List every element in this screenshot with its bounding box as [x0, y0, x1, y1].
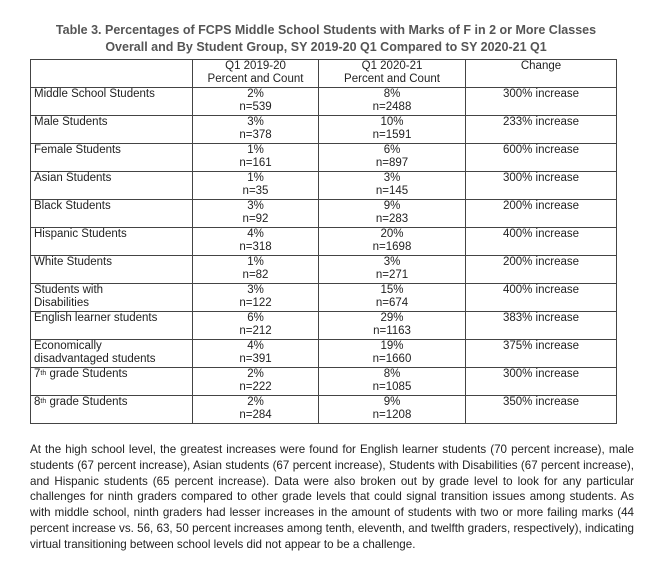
grade-suffix: th — [40, 398, 47, 405]
percent-2019-20: 4% — [247, 340, 264, 352]
count-2020-21: n=2488 — [372, 101, 412, 113]
percent-2019-20: 3% — [247, 200, 264, 212]
header-q1-2020-21 — [319, 60, 466, 88]
header-group — [31, 60, 193, 88]
row-label-line2: Disabilities — [34, 297, 89, 309]
count-2020-21: n=1698 — [372, 241, 412, 253]
count-2019-20: n=318 — [239, 241, 272, 253]
grade-number: 7 — [34, 368, 41, 380]
table-row — [31, 228, 617, 256]
cell-2019-20 — [193, 368, 319, 396]
count-2019-20: n=539 — [239, 101, 272, 113]
table-header-row — [31, 60, 617, 88]
percent-2019-20: 4% — [247, 228, 264, 240]
table-row — [31, 116, 617, 144]
table-title-line2: Overall and By Student Group, SY 2019-20 Q1 Compared to SY 2020-21 Q1 — [105, 40, 547, 54]
percent-2019-20: 2% — [247, 88, 264, 100]
percent-2020-21: 8% — [383, 88, 401, 100]
table-title-line1: Table 3. Percentages of FCPS Middle School Students with Marks of F in 2 or More Classes — [55, 23, 597, 37]
grade-suffix: th — [40, 370, 47, 377]
percent-2020-21: 15% — [380, 284, 404, 296]
cell-change: 300% increase — [466, 172, 617, 200]
percent-2019-20: 2% — [247, 368, 264, 380]
header-q1-2019-20-line2: Percent and Count — [207, 73, 304, 85]
percent-2019-20: 3% — [247, 284, 264, 296]
percent-2020-21: 19% — [380, 340, 404, 352]
row-label: Black Students — [31, 200, 193, 228]
cell-2020-21 — [319, 200, 466, 228]
cell-change: 400% increase — [466, 284, 617, 312]
percent-2020-21: 9% — [383, 200, 401, 212]
count-2019-20: n=378 — [239, 129, 272, 141]
body-paragraph: At the high school level, the greatest increases were found for English learner students (70 percent increase), male students (67 percent increase), Asian students (67 percent increase), Students with Disabilities (67 percent increase), and Hispanic students (65 percent increase). Data were also broken out by grade level to look for any particular challenges for ninth graders compared to other grade levels that could signal transition issues among students. As with middle school, ninth graders had lesser increases in the amount of students with two or more failing marks (44 percent increase vs. 56, 63, 50 percent increases among tenth, eleventh, and twelfth graders, respectively), indicating virtual transitioning between school levels did not appear to be a challenge. — [30, 443, 634, 551]
row-label: Asian Students — [31, 172, 193, 200]
count-2020-21: n=1208 — [372, 409, 412, 421]
cell-change: 233% increase — [466, 116, 617, 144]
percent-2020-21: 3% — [383, 172, 401, 184]
cell-2019-20 — [193, 144, 319, 172]
grade-label-rest: grade Students — [46, 396, 128, 408]
table-row — [31, 368, 617, 396]
row-label: White Students — [31, 256, 193, 284]
cell-change: 400% increase — [466, 228, 617, 256]
count-2019-20: n=222 — [239, 381, 272, 393]
cell-change: 300% increase — [466, 88, 617, 116]
count-2020-21: n=897 — [375, 157, 409, 169]
cell-change: 300% increase — [466, 368, 617, 396]
row-label: Male Students — [31, 116, 193, 144]
table-row — [31, 396, 617, 424]
header-q1-2019-20 — [193, 60, 319, 88]
count-2020-21: n=283 — [375, 213, 409, 225]
cell-2020-21 — [319, 368, 466, 396]
count-2020-21: n=145 — [375, 185, 409, 197]
table-row — [31, 312, 617, 340]
header-q1-2020-21-line2: Percent and Count — [344, 73, 440, 85]
cell-2019-20 — [193, 200, 319, 228]
row-label — [31, 284, 193, 312]
row-label-line1: Economically — [34, 340, 102, 352]
grade-number: 8 — [34, 396, 41, 408]
count-2019-20: n=122 — [239, 297, 272, 309]
cell-change: 383% increase — [466, 312, 617, 340]
count-2020-21: n=1085 — [372, 381, 412, 393]
table-row — [31, 200, 617, 228]
percent-2019-20: 1% — [247, 144, 264, 156]
percent-2020-21: 10% — [380, 116, 404, 128]
data-table — [30, 59, 617, 424]
row-label-line2: disadvantaged students — [34, 353, 156, 365]
cell-2019-20 — [193, 256, 319, 284]
count-2019-20: n=92 — [242, 213, 269, 225]
percent-2019-20: 1% — [247, 172, 264, 184]
table-row — [31, 340, 617, 368]
row-label: Hispanic Students — [31, 228, 193, 256]
cell-2020-21 — [319, 88, 466, 116]
row-label — [31, 340, 193, 368]
cell-2020-21 — [319, 340, 466, 368]
cell-2019-20 — [193, 116, 319, 144]
cell-2019-20 — [193, 396, 319, 424]
count-2020-21: n=1163 — [373, 325, 411, 337]
count-2019-20: n=35 — [242, 185, 269, 197]
count-2020-21: n=271 — [375, 269, 409, 281]
cell-2020-21 — [319, 284, 466, 312]
count-2019-20: n=391 — [239, 353, 272, 365]
row-label — [31, 368, 193, 396]
row-label: Female Students — [31, 144, 193, 172]
row-label — [31, 396, 193, 424]
count-2020-21: n=674 — [375, 297, 409, 309]
header-q1-2020-21-line1: Q1 2020-21 — [361, 60, 423, 72]
percent-2019-20: 1% — [247, 256, 264, 268]
cell-change: 375% increase — [466, 340, 617, 368]
percent-2020-21: 20% — [380, 228, 404, 240]
cell-change: 600% increase — [466, 144, 617, 172]
count-2019-20: n=284 — [239, 409, 272, 421]
count-2020-21: n=1591 — [372, 129, 412, 141]
header-change: Change — [466, 60, 617, 88]
cell-2020-21 — [319, 116, 466, 144]
cell-2019-20 — [193, 172, 319, 200]
cell-2020-21 — [319, 312, 466, 340]
cell-2020-21 — [319, 396, 466, 424]
row-label: English learner students — [31, 312, 193, 340]
count-2019-20: n=212 — [239, 325, 272, 337]
table-title — [30, 22, 622, 56]
grade-label-rest: grade Students — [46, 368, 128, 380]
cell-2019-20 — [193, 312, 319, 340]
cell-2019-20 — [193, 340, 319, 368]
row-label: Middle School Students — [31, 88, 193, 116]
table-row — [31, 284, 617, 312]
cell-change: 350% increase — [466, 396, 617, 424]
percent-2020-21: 8% — [383, 368, 401, 380]
cell-2019-20 — [193, 228, 319, 256]
percent-2019-20: 3% — [247, 116, 264, 128]
percent-2019-20: 2% — [247, 396, 264, 408]
cell-2020-21 — [319, 172, 466, 200]
percent-2020-21: 3% — [383, 256, 401, 268]
cell-2019-20 — [193, 88, 319, 116]
count-2019-20: n=82 — [242, 269, 269, 281]
cell-change: 200% increase — [466, 256, 617, 284]
cell-2020-21 — [319, 144, 466, 172]
table-row — [31, 172, 617, 200]
cell-2020-21 — [319, 228, 466, 256]
count-2020-21: n=1660 — [372, 353, 412, 365]
percent-2020-21: 9% — [383, 396, 401, 408]
percent-2020-21: 6% — [383, 144, 401, 156]
cell-2020-21 — [319, 256, 466, 284]
row-label-line1: Students with — [34, 284, 104, 296]
cell-2019-20 — [193, 284, 319, 312]
percent-2020-21: 29% — [380, 312, 404, 324]
cell-change: 200% increase — [466, 200, 617, 228]
table-row — [31, 88, 617, 116]
table-row — [31, 256, 617, 284]
table-row — [31, 144, 617, 172]
percent-2019-20: 6% — [247, 312, 264, 324]
header-q1-2019-20-line1: Q1 2019-20 — [225, 60, 286, 72]
count-2019-20: n=161 — [239, 157, 272, 169]
